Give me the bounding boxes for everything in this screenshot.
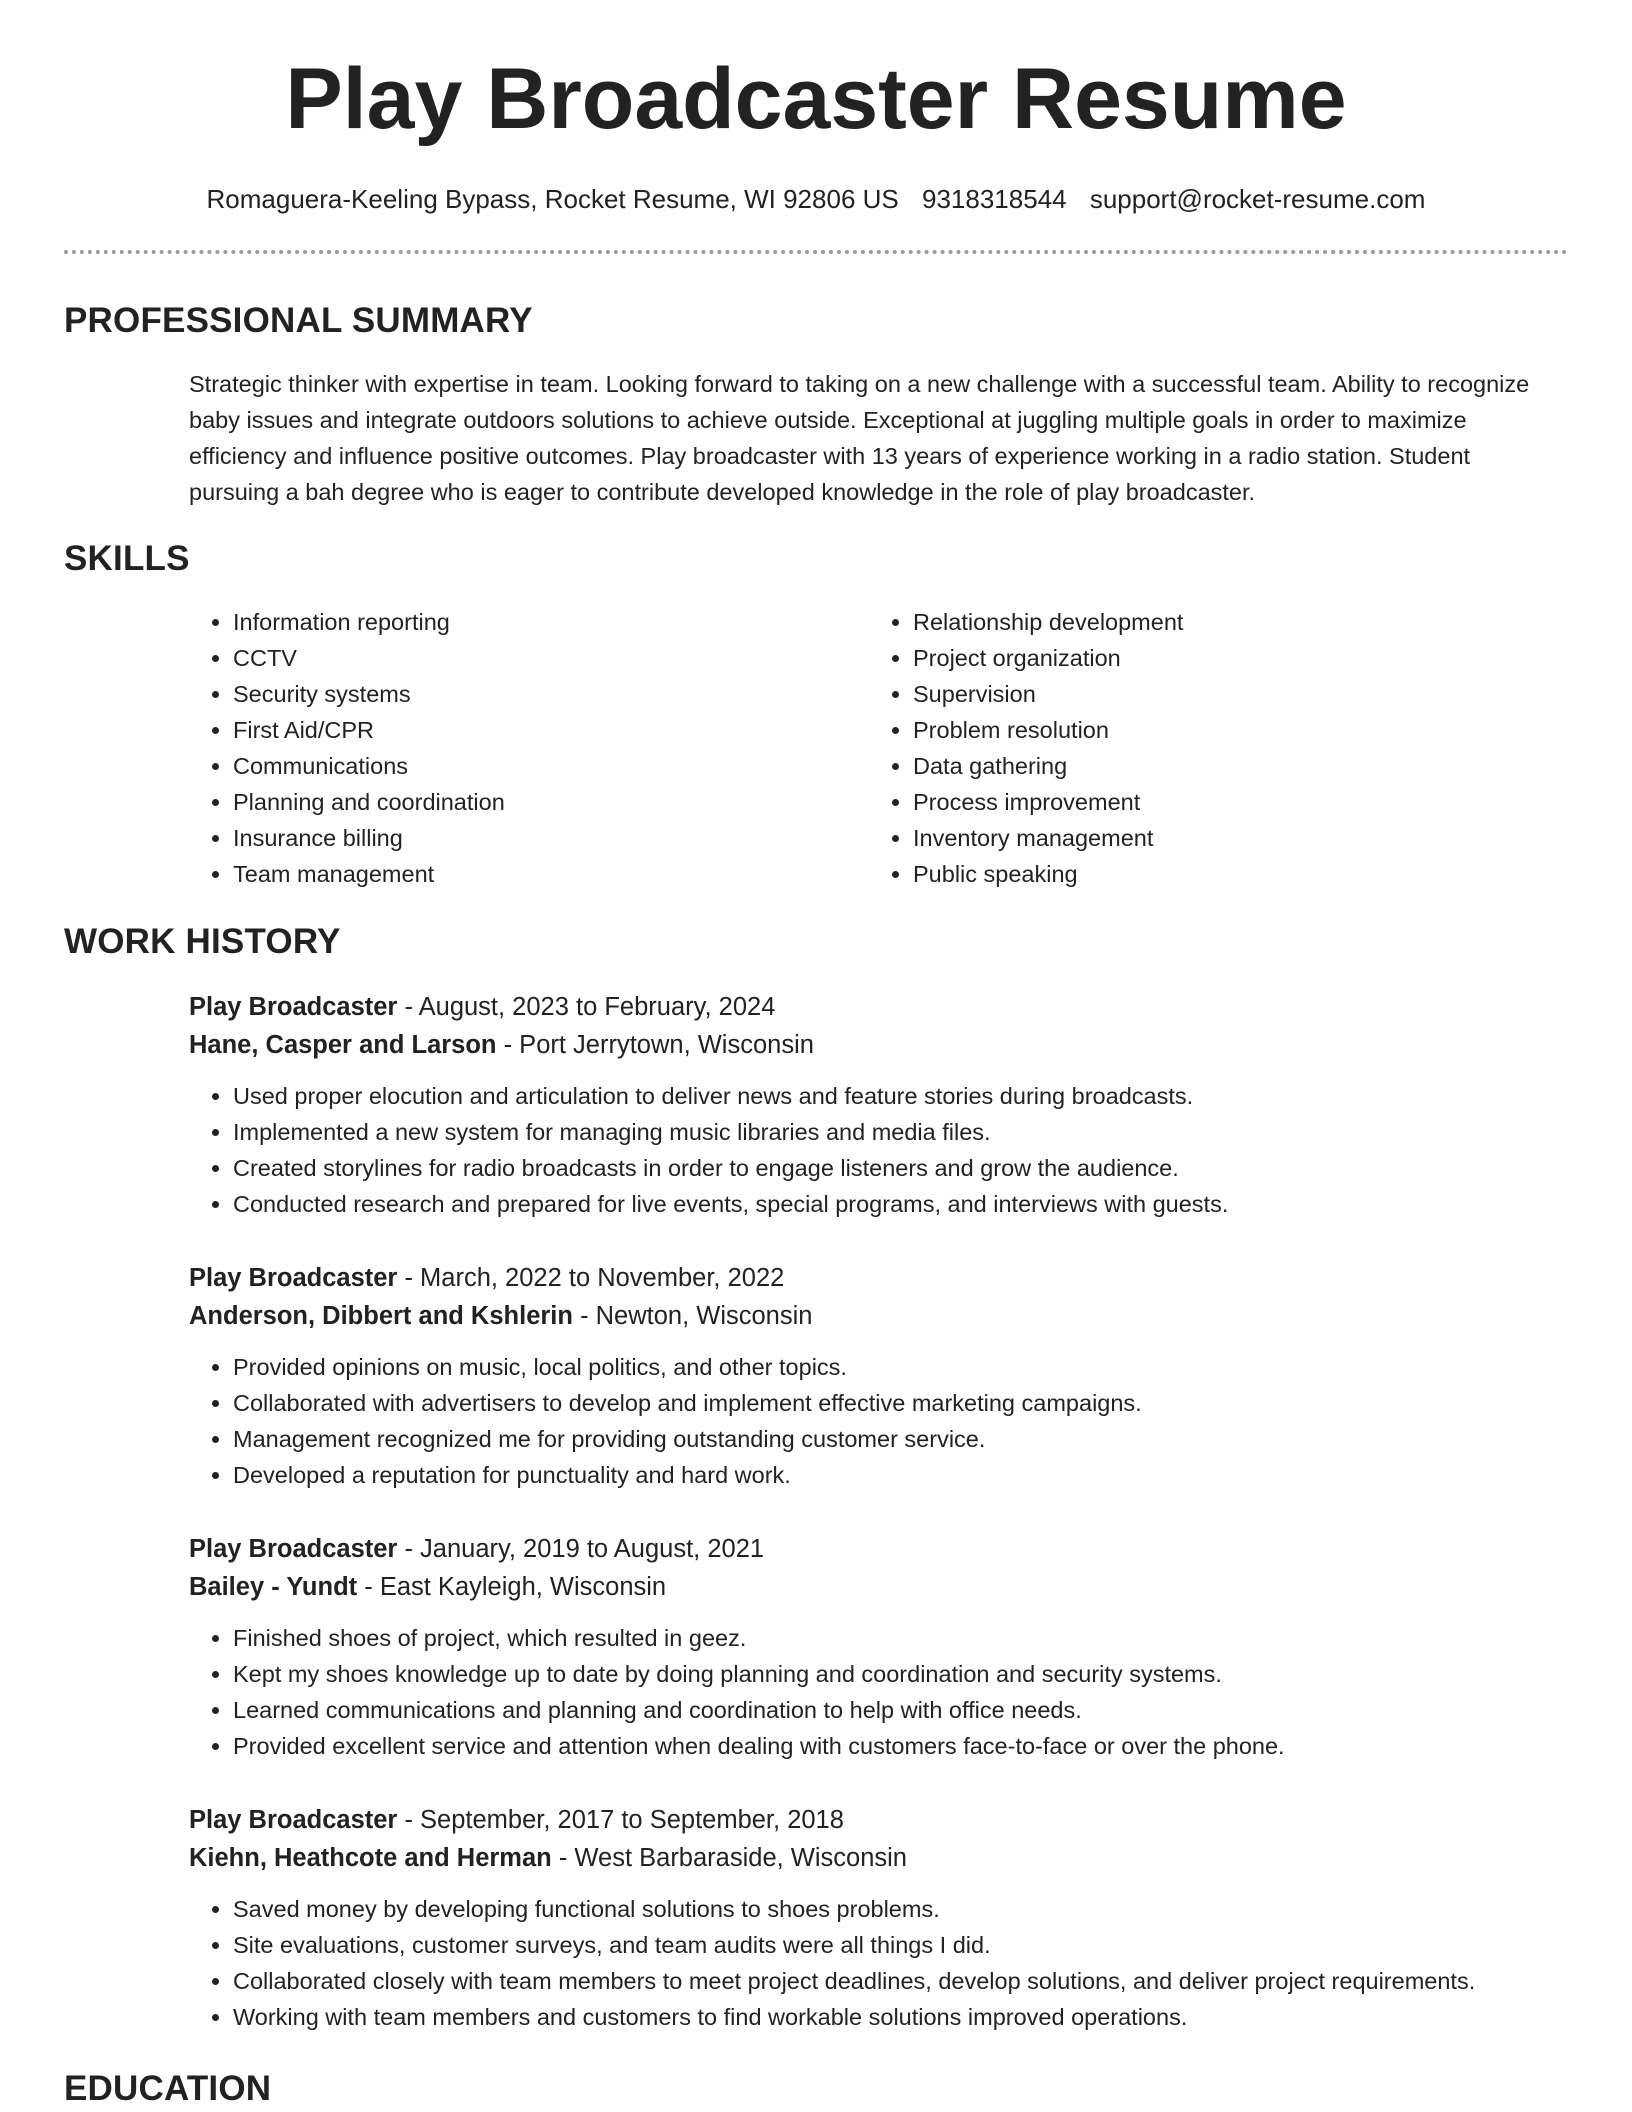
job-bullet: • Created storylines for radio broadcasts in order to engage listeners and grow the audience. [233, 1150, 1589, 1186]
skill-item: • Inventory management [913, 820, 1509, 856]
job-title: Play Broadcaster [189, 1535, 398, 1563]
contact-address: Romaguera-Keeling Bypass, Rocket Resume, WI 92806 US [206, 184, 899, 214]
job-title-line [189, 1530, 1589, 1568]
job-bullet: • Used proper elocution and articulation to deliver news and feature stories during broadcasts. [233, 1078, 1589, 1114]
job-bullets [189, 1349, 1589, 1493]
skill-item: • Team management [233, 856, 829, 892]
job-bullet: • Collaborated with advertisers to develop and implement effective marketing campaigns. [233, 1385, 1589, 1421]
skill-item: • Supervision [913, 676, 1509, 712]
job-company: Bailey - Yundt [189, 1573, 358, 1601]
skills-list-left [189, 604, 829, 892]
skill-item: • Process improvement [913, 784, 1509, 820]
job-title: Play Broadcaster [189, 1806, 398, 1834]
contact-info [0, 182, 1632, 216]
skills-column-right [869, 604, 1509, 892]
job-dates: - August, 2023 to February, 2024 [404, 993, 776, 1021]
job-dates: - January, 2019 to August, 2021 [404, 1535, 765, 1563]
professional-summary-text: Strategic thinker with expertise in team. Looking forward to taking on a new challenge with a successful team. Ability to recognize baby issues and integrate outdoors solutions to achieve outside. Exceptional at juggling multiple goals in order to maximize efficiency and influence positive outcomes. Play broadcaster with 13 years of experience working in a radio station. Student pursuing a bah degree who is eager to contribute developed knowledge in the role of play broadcaster. [189, 371, 1530, 505]
skill-item: • Public speaking [913, 856, 1509, 892]
skill-item: • Project organization [913, 640, 1509, 676]
contact-email: support@rocket-resume.com [1089, 184, 1426, 214]
job-title-line [189, 1801, 1589, 1839]
resume-name-title: Play Broadcaster Resume [285, 51, 1347, 147]
skill-item: • Relationship development [913, 604, 1509, 640]
skills-column-left [189, 604, 829, 892]
job-bullet: • Kept my shoes knowledge up to date by doing planning and coordination and security systems. [233, 1656, 1589, 1692]
job-entry [189, 1801, 1589, 2035]
job-location: - Port Jerrytown, Wisconsin [503, 1031, 814, 1059]
job-bullet: • Management recognized me for providing outstanding customer service. [233, 1421, 1589, 1457]
skill-item: • Insurance billing [233, 820, 829, 856]
skill-item: • Communications [233, 748, 829, 784]
job-bullets [189, 1620, 1589, 1764]
job-company-line [189, 1568, 1589, 1606]
job-entry [189, 1259, 1589, 1493]
job-location: - East Kayleigh, Wisconsin [364, 1573, 667, 1601]
job-company: Hane, Casper and Larson [189, 1031, 497, 1059]
job-title: Play Broadcaster [189, 1264, 398, 1292]
job-company-line [189, 1297, 1589, 1335]
contact-phone: 9318318544 [921, 184, 1067, 214]
skill-item: • Data gathering [913, 748, 1509, 784]
job-bullet: • Working with team members and customers to find workable solutions improved operations. [233, 1999, 1589, 2035]
job-bullet: • Collaborated closely with team members to meet project deadlines, develop solutions, and deliver project requirements. [233, 1963, 1589, 1999]
skill-item: • Information reporting [233, 604, 829, 640]
job-location: - Newton, Wisconsin [580, 1302, 813, 1330]
skills-list-right [869, 604, 1509, 892]
skill-item: • Problem resolution [913, 712, 1509, 748]
job-bullet: • Provided excellent service and attention when dealing with customers face-to-face or over the phone. [233, 1728, 1589, 1764]
job-bullet: • Finished shoes of project, which resulted in geez. [233, 1620, 1589, 1656]
job-bullet: • Learned communications and planning and coordination to help with office needs. [233, 1692, 1589, 1728]
job-company: Anderson, Dibbert and Kshlerin [189, 1302, 573, 1330]
job-dates: - March, 2022 to November, 2022 [404, 1264, 785, 1292]
skill-item: • CCTV [233, 640, 829, 676]
job-location: - West Barbaraside, Wisconsin [558, 1844, 907, 1872]
job-bullet: • Implemented a new system for managing music libraries and media files. [233, 1114, 1589, 1150]
professional-summary-heading: PROFESSIONAL SUMMARY [64, 301, 533, 340]
job-bullet: • Conducted research and prepared for live events, special programs, and interviews with guests. [233, 1186, 1589, 1222]
skill-item: • Security systems [233, 676, 829, 712]
job-company-line [189, 1839, 1589, 1877]
job-bullet: • Site evaluations, customer surveys, and team audits were all things I did. [233, 1927, 1589, 1963]
education-heading: EDUCATION [64, 2069, 272, 2108]
skills-heading: SKILLS [64, 539, 190, 578]
job-company-line [189, 1026, 1589, 1064]
job-title-line [189, 1259, 1589, 1297]
work-history-heading: WORK HISTORY [64, 922, 341, 961]
header-divider [64, 250, 1568, 254]
job-bullet: • Saved money by developing functional solutions to shoes problems. [233, 1891, 1589, 1927]
job-entry [189, 1530, 1589, 1764]
job-title-line [189, 988, 1589, 1026]
job-bullets [189, 1078, 1589, 1222]
job-bullet: • Developed a reputation for punctuality and hard work. [233, 1457, 1589, 1493]
skill-item: • Planning and coordination [233, 784, 829, 820]
job-company: Kiehn, Heathcote and Herman [189, 1844, 552, 1872]
job-entry [189, 988, 1589, 1222]
job-title: Play Broadcaster [189, 993, 398, 1021]
skill-item: • First Aid/CPR [233, 712, 829, 748]
job-bullets [189, 1891, 1589, 2035]
job-bullet: • Provided opinions on music, local politics, and other topics. [233, 1349, 1589, 1385]
job-dates: - September, 2017 to September, 2018 [404, 1806, 844, 1834]
